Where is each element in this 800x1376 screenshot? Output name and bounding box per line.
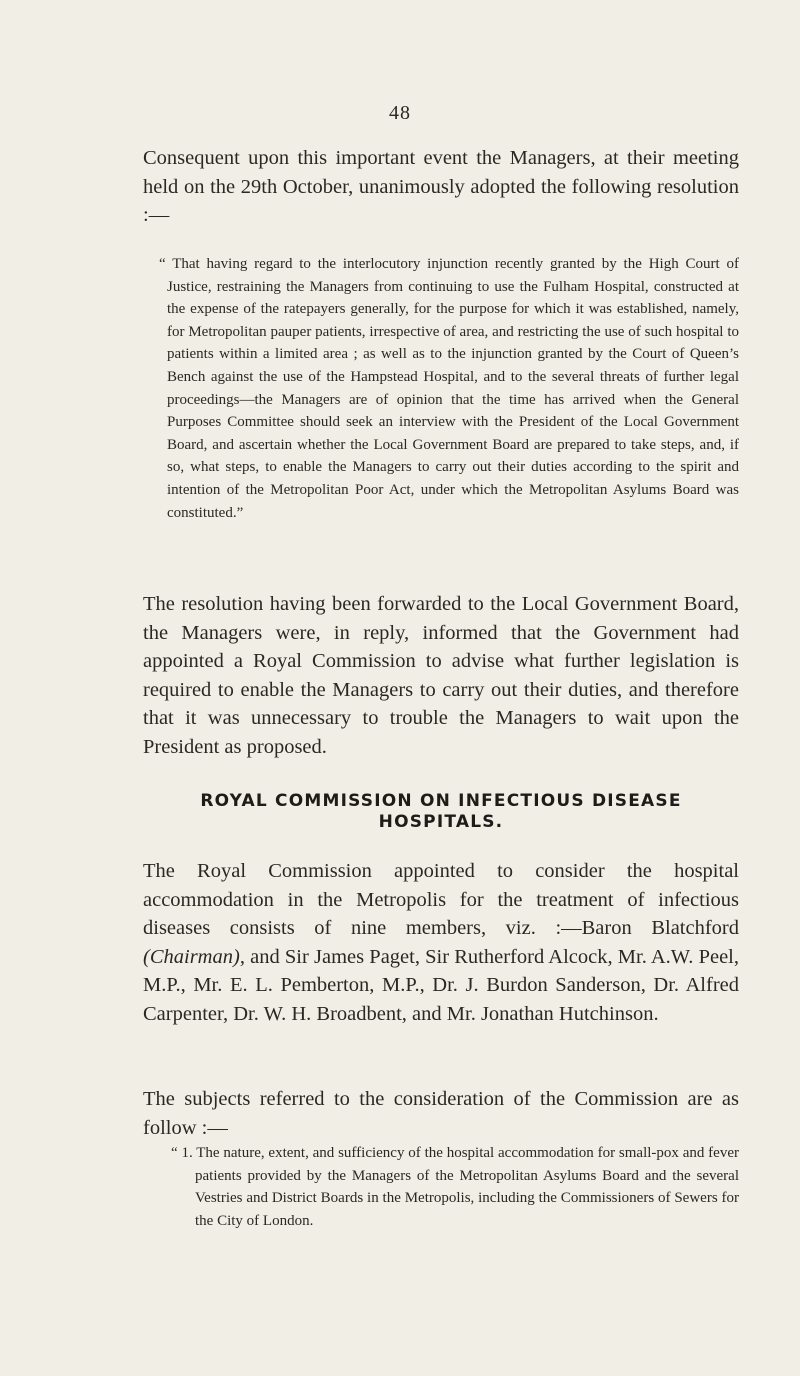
paragraph-subjects-intro	[143, 1085, 739, 1142]
paragraph-text: The resolution having been forwarded to the Local Government Board, the Managers were, in reply, informed that the Government had appointed a Royal Commission to advise what further legislation is required to enable the Managers to carry out their duties, and therefore that it was unnecessary to trouble the Managers to wait upon the President as proposed.	[143, 593, 739, 758]
section-heading: ROYAL COMMISSION ON INFECTIOUS DISEASE HOSPITALS.	[200, 791, 682, 832]
paragraph-text	[143, 857, 739, 1028]
paragraph-text: The subjects referred to the consideration of the Commission are as follow :—	[143, 1088, 739, 1139]
paragraph-commission-members	[143, 857, 739, 1028]
text-run: , and Sir James Paget, Sir Rutherford Alcock, Mr. A.W. Peel, M.P., Mr. E. L. Pemberton, M.P., Dr. J. Burdon Sanderson, Dr. Alfred Carpenter, Dr. W. H. Broadbent, and Mr. Jonathan Hutchinson.	[143, 945, 739, 1025]
list-item-text: “ 1. The nature, extent, and sufficiency of the hospital accommodation for small-pox and fever patients provided by the Managers of the Metropolitan Asylums Board and the several Vestries and District Boards in the Metropolis, including the Commissioners of Sewers for the City of London.	[171, 1145, 739, 1229]
quote-text: “ That having regard to the interlocutory injunction recently granted by the High Court of Justice, restraining the Managers from continuing to use the Fulham Hospital, constructed at the expense of the ratepayers generally, for the purpose for which it was established, namely, for Metropolitan pauper patients, irrespective of area, and restricting the use of such hospital to patients within a limited area ; as well as to the injunction granted by the Court of Queen’s Bench against the use of the Hampstead Hospital, and to the several threats of further legal proceedings—the Managers are of opinion that the time has arrived when the General Purposes Committee should seek an interview with the President of the Local Government Board, and ascertain whether the Local Government Board are prepared to take steps, and, if so, what steps, to enable the Managers to carry out their duties according to the spirit and intention of the Metropolitan Poor Act, under which the Metropolitan Asylums Board was constituted.”	[159, 256, 739, 521]
paragraph-resolution-intro	[143, 144, 739, 230]
paragraph-government-reply	[143, 590, 739, 761]
subject-list-item-1	[171, 1142, 739, 1232]
text-run: The Royal Commission appointed to consider the hospital accommodation in the Metropolis for the treatment of infectious diseases consists of nine members, viz. :—Baron Blatchford	[143, 860, 739, 939]
resolution-quote	[159, 253, 739, 524]
chairman-italic: (Chairman)	[143, 945, 240, 968]
paragraph-text: Consequent upon this important event the Managers, at their meeting held on the 29th October, unanimously adopted the following resolution :—	[143, 147, 739, 226]
page-number: 48	[389, 102, 411, 124]
